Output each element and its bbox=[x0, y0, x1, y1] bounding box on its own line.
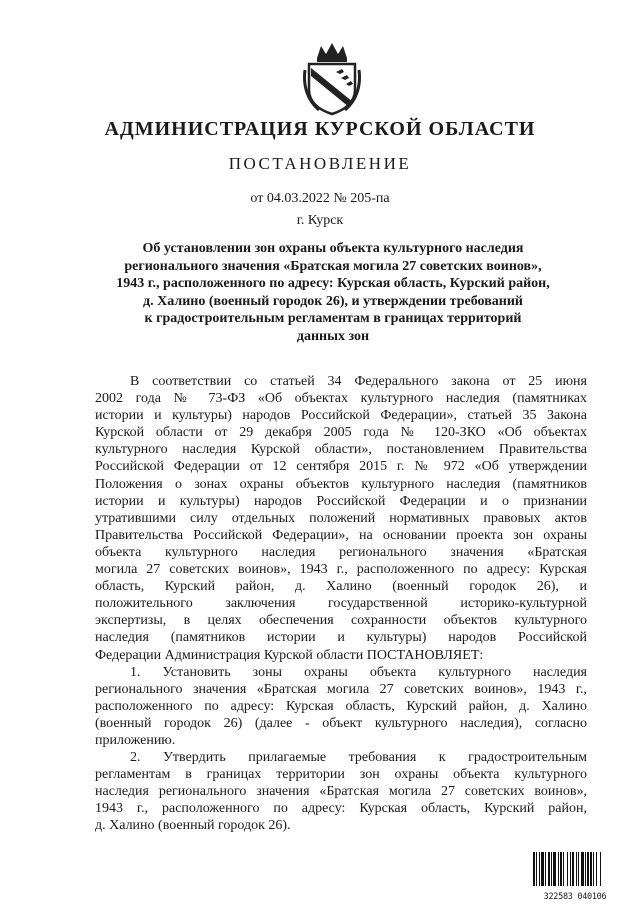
body-line: 2002 года № 73-ФЗ «Об объектах культурного наследия (памятниках bbox=[95, 391, 587, 407]
body-line: регламентам в границах территории зон охраны объекта культурного bbox=[95, 767, 587, 783]
body-line: приложению. bbox=[95, 732, 176, 748]
body-line: д. Халино (военный городок 26). bbox=[95, 818, 291, 834]
organization-name: АДМИНИСТРАЦИЯ КУРСКОЙ ОБЛАСТИ bbox=[104, 118, 536, 140]
document-city: г. Курск bbox=[296, 213, 344, 228]
body-line: 1943 г., расположенного по адресу: Курская область, Курский район, bbox=[95, 801, 587, 817]
body-line: положительного заключения государственной историко-культурной bbox=[95, 596, 587, 612]
barcode-bar bbox=[553, 852, 556, 886]
body-line: экспертизы, в целях обеспечения сохранности объектов культурного bbox=[95, 613, 587, 629]
barcode-bar bbox=[587, 852, 589, 886]
barcode-bar bbox=[593, 852, 594, 886]
document-body bbox=[95, 373, 587, 835]
barcode-bar bbox=[551, 852, 552, 886]
body-line: 2. Утвердить прилагаемые требования к градостроительным bbox=[130, 750, 587, 766]
body-line: объекта культурного наследия регионального значения «Братская bbox=[95, 544, 587, 560]
title-line: данных зон bbox=[296, 328, 370, 344]
barcode-bar bbox=[533, 852, 535, 886]
barcode-bar bbox=[590, 852, 592, 886]
barcode-bar bbox=[572, 852, 574, 886]
barcode-bar bbox=[576, 852, 577, 886]
body-line: могила 27 советских воинов», 1943 г., расположенного по адресу: Курская bbox=[95, 562, 587, 578]
barcode-bar bbox=[581, 852, 584, 886]
body-line: культурного наследия Курской области», постановлением Правительства bbox=[95, 442, 587, 458]
body-line: утратившими силу отдельных положений нормативных правовых актов bbox=[95, 510, 587, 526]
body-line: регионального значения «Братская могила 27 советских воинов», 1943 г., bbox=[95, 681, 587, 697]
barcode-bar bbox=[560, 852, 562, 886]
barcode-bar bbox=[567, 852, 568, 886]
body-line: Федерации Администрация Курской области ПОСТАНОВЛЯЕТ: bbox=[95, 647, 484, 663]
barcode-icon bbox=[532, 852, 618, 886]
body-line: наследия (памятников истории и культуры) народов Российской bbox=[95, 630, 587, 646]
body-line: наследия регионального значения «Братская могила 27 советских воинов», bbox=[95, 784, 587, 800]
barcode-number: 322583 040106 bbox=[543, 892, 607, 902]
body-line: Положения о зонах охраны объектов культурного наследия (памятников bbox=[95, 476, 587, 492]
body-line: Правительства Российской Федерации», на основании проекта зон охраны bbox=[95, 527, 587, 543]
barcode-bar bbox=[541, 852, 544, 886]
body-line: Российской Федерации от 12 сентября 2015 г. № 972 «Об утверждении bbox=[95, 459, 587, 475]
body-line: область, Курский район, д. Халино (военный городок 26), и bbox=[95, 579, 587, 595]
barcode-bar bbox=[578, 852, 579, 886]
barcode-bar bbox=[585, 852, 586, 886]
title-line: к градостроительным регламентам в границах территорий bbox=[144, 311, 522, 327]
body-line: истории и культуры) народов Российской Федерации», статьей 35 Закона bbox=[95, 408, 587, 424]
barcode-bar bbox=[600, 852, 601, 886]
barcode-bar bbox=[563, 852, 564, 886]
barcode-bar bbox=[558, 852, 559, 886]
body-line: истории и культуры) народов Российской Федерации и о признании bbox=[95, 493, 587, 509]
body-line: (военный городок 26) (далее - объект культурного наследия), согласно bbox=[95, 715, 587, 731]
title-line: регионального значения «Братская могила 27 советских воинов», bbox=[124, 258, 542, 274]
kursk-coat-of-arms-icon bbox=[303, 40, 361, 116]
barcode-bar bbox=[539, 852, 540, 886]
barcode-bar bbox=[596, 852, 597, 886]
title-line: Об установлении зон охраны объекта культурного наследия bbox=[142, 241, 524, 256]
barcode-bar bbox=[570, 852, 571, 886]
document-title bbox=[88, 240, 578, 346]
barcode bbox=[532, 852, 618, 902]
body-line: расположенного по адресу: Курская область, Курский район, д. Халино bbox=[95, 698, 587, 714]
body-line: 1. Установить зоны охраны объекта культурного наследия bbox=[130, 664, 587, 680]
document-type: ПОСТАНОВЛЕНИЕ bbox=[228, 154, 412, 173]
document-date-number: от 04.03.2022 № 205-па bbox=[250, 191, 390, 206]
title-line: д. Халино (военный городок 26), и утверждении требований bbox=[143, 293, 523, 309]
body-line: В соответствии со статьей 34 Федерального закона от 25 июня bbox=[130, 374, 587, 389]
barcode-bar bbox=[545, 852, 546, 886]
barcode-bar bbox=[536, 852, 537, 886]
barcode-bar bbox=[548, 852, 550, 886]
body-line: Курской области от 29 декабря 2005 года № 120-ЗКО «Об объектах bbox=[95, 425, 587, 441]
title-line: 1943 г., расположенного по адресу: Курская область, Курский район, bbox=[116, 276, 550, 292]
